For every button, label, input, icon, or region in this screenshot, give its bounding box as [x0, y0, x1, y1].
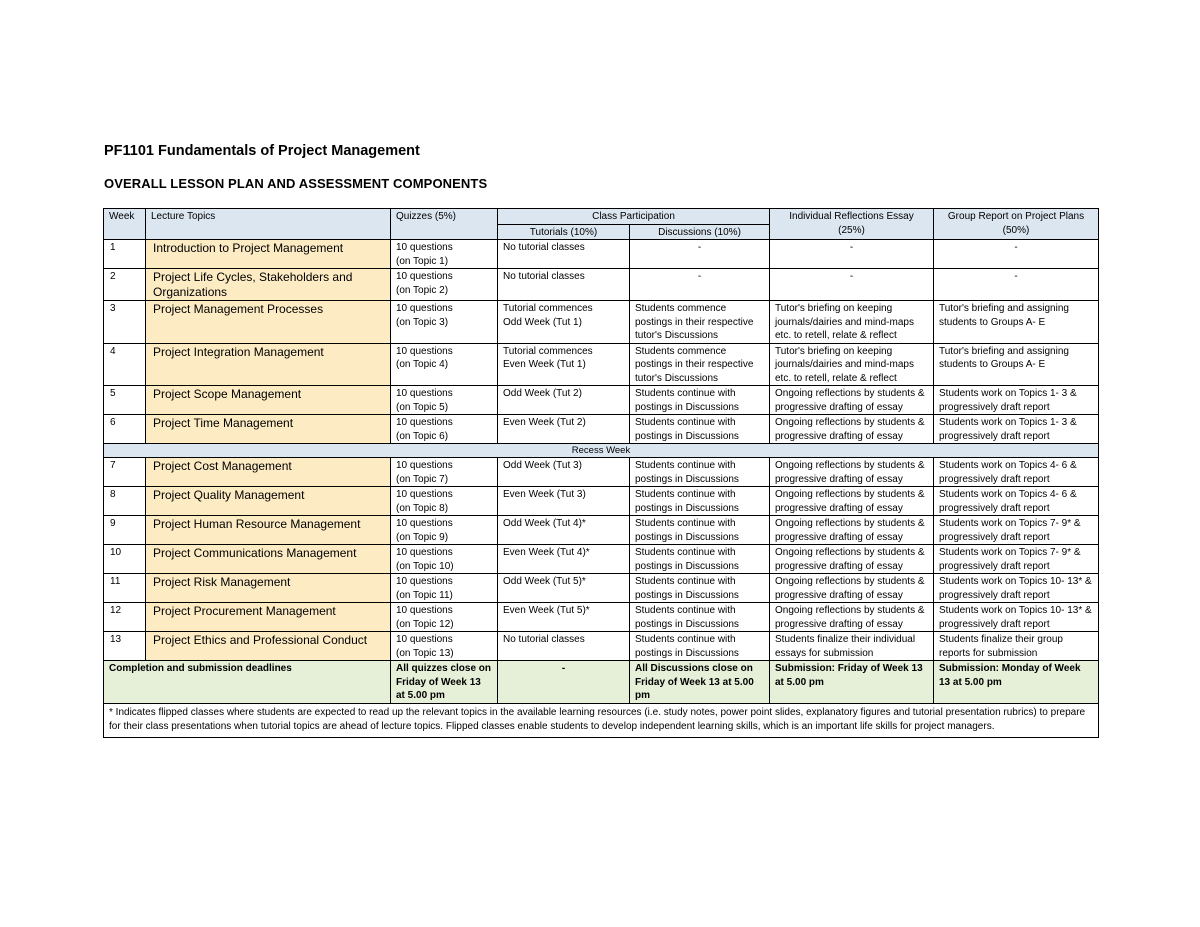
- table-row: [104, 545, 1099, 574]
- week-cell: 2: [104, 269, 146, 301]
- tutorial-cell: [498, 458, 630, 487]
- essay-cell: Tutor's briefing on keeping journals/dairies and mind-maps etc. to retell, relate & reflect: [770, 301, 934, 344]
- tutorial-cell: [498, 343, 630, 386]
- header-topics: Lecture Topics: [146, 209, 391, 240]
- essay-cell: Ongoing reflections by students & progressive drafting of essay: [770, 487, 934, 516]
- quiz-cell: [391, 545, 498, 574]
- cell-line: Odd Week (Tut 5)*: [503, 576, 586, 587]
- discussion-cell: Students continue with postings in Discussions: [630, 545, 770, 574]
- document-title: PF1101 Fundamentals of Project Management: [104, 143, 420, 159]
- essay-cell: Ongoing reflections by students & progressive drafting of essay: [770, 545, 934, 574]
- cell-line: (on Topic 10): [396, 560, 454, 572]
- completion-essay: Submission: Friday of Week 13 at 5.00 pm: [770, 661, 934, 704]
- report-cell: Students work on Topics 7- 9* & progressively draft report: [934, 545, 1099, 574]
- week-cell: 9: [104, 516, 146, 545]
- report-cell: Students work on Topics 10- 13* & progressively draft report: [934, 603, 1099, 632]
- cell-line: 10 questions: [396, 634, 453, 645]
- cell-line: Odd Week (Tut 1): [503, 316, 582, 328]
- report-cell: Students work on Topics 10- 13* & progressively draft report: [934, 574, 1099, 603]
- tutorial-cell: [498, 545, 630, 574]
- recess-label: Recess Week: [104, 444, 1099, 458]
- cell-line: 10 questions: [396, 518, 453, 529]
- week-cell: 12: [104, 603, 146, 632]
- cell-line: No tutorial classes: [503, 634, 585, 645]
- cell-line: Odd Week (Tut 3): [503, 460, 582, 471]
- quiz-cell: [391, 301, 498, 344]
- table-row: [104, 343, 1099, 386]
- discussion-cell: Students continue with postings in Discussions: [630, 516, 770, 545]
- quiz-cell: [391, 516, 498, 545]
- header-tutorials: Tutorials (10%): [498, 224, 630, 240]
- tutorial-cell: [498, 603, 630, 632]
- table-row: [104, 458, 1099, 487]
- cell-line: Odd Week (Tut 2): [503, 388, 582, 399]
- quiz-cell: [391, 458, 498, 487]
- table-row: [104, 415, 1099, 444]
- week-cell: 8: [104, 487, 146, 516]
- cell-line: (on Topic 1): [396, 255, 449, 267]
- cell-line: Even Week (Tut 3): [503, 489, 586, 500]
- report-cell: Students work on Topics 1- 3 & progressively draft report: [934, 415, 1099, 444]
- essay-cell: Ongoing reflections by students & progressive drafting of essay: [770, 574, 934, 603]
- topic-cell: Project Procurement Management: [146, 603, 391, 632]
- cell-line: (on Topic 12): [396, 618, 454, 630]
- cell-line: (on Topic 7): [396, 473, 449, 485]
- quiz-cell: [391, 240, 498, 269]
- quiz-cell: [391, 487, 498, 516]
- cell-line: (on Topic 4): [396, 359, 449, 370]
- table-row: [104, 603, 1099, 632]
- cell-line: (on Topic 13): [396, 647, 454, 659]
- cell-line: Even Week (Tut 5)*: [503, 605, 590, 616]
- topic-cell: Project Risk Management: [146, 574, 391, 603]
- topic-cell: Project Cost Management: [146, 458, 391, 487]
- topic-cell: Project Time Management: [146, 415, 391, 444]
- recess-row: [104, 444, 1099, 458]
- header-essay: Individual Reflections Essay (25%): [770, 209, 934, 240]
- topic-cell: Project Life Cycles, Stakeholders and Organizations: [146, 269, 391, 301]
- cell-line: 10 questions: [396, 271, 453, 282]
- table-row: [104, 516, 1099, 545]
- report-cell: Students finalize their group reports for submission: [934, 632, 1099, 661]
- tutorial-cell: [498, 301, 630, 344]
- cell-line: No tutorial classes: [503, 271, 585, 282]
- discussion-cell: Students continue with postings in Discussions: [630, 603, 770, 632]
- cell-line: 10 questions: [396, 417, 453, 428]
- table-row: [104, 632, 1099, 661]
- report-cell: -: [934, 269, 1099, 301]
- tutorial-cell: [498, 516, 630, 545]
- cell-line: Tutorial commences: [503, 345, 593, 357]
- header-quizzes: Quizzes (5%): [391, 209, 498, 240]
- essay-cell: -: [770, 269, 934, 301]
- topic-cell: Project Quality Management: [146, 487, 391, 516]
- discussion-cell: Students continue with postings in Discussions: [630, 386, 770, 415]
- week-cell: 6: [104, 415, 146, 444]
- cell-line: 10 questions: [396, 460, 453, 471]
- discussion-cell: Students continue with postings in Discussions: [630, 487, 770, 516]
- report-cell: Tutor's briefing and assigning students to Groups A- E: [934, 343, 1099, 386]
- cell-line: Even Week (Tut 1): [503, 359, 586, 370]
- discussion-cell: Students continue with postings in Discussions: [630, 574, 770, 603]
- report-cell: -: [934, 240, 1099, 269]
- report-cell: Students work on Topics 4- 6 & progressively draft report: [934, 458, 1099, 487]
- topic-cell: Project Communications Management: [146, 545, 391, 574]
- header-week: Week: [104, 209, 146, 240]
- topic-cell: Project Ethics and Professional Conduct: [146, 632, 391, 661]
- completion-report: Submission: Monday of Week 13 at 5.00 pm: [934, 661, 1099, 704]
- week-cell: 13: [104, 632, 146, 661]
- topic-cell: Project Management Processes: [146, 301, 391, 344]
- discussion-cell: Students commence postings in their respective tutor's Discussions: [630, 343, 770, 386]
- tutorial-cell: [498, 574, 630, 603]
- week-cell: 10: [104, 545, 146, 574]
- cell-line: (on Topic 3): [396, 316, 449, 328]
- discussion-cell: Students continue with postings in Discussions: [630, 632, 770, 661]
- quiz-cell: [391, 386, 498, 415]
- week-cell: 7: [104, 458, 146, 487]
- tutorial-cell: [498, 487, 630, 516]
- quiz-cell: [391, 343, 498, 386]
- discussion-cell: Students continue with postings in Discussions: [630, 415, 770, 444]
- cell-line: (on Topic 6): [396, 430, 449, 442]
- essay-cell: Students finalize their individual essays for submission: [770, 632, 934, 661]
- cell-line: 10 questions: [396, 605, 453, 616]
- completion-tutorial: -: [498, 661, 630, 704]
- cell-line: Odd Week (Tut 4)*: [503, 518, 586, 529]
- tutorial-cell: [498, 386, 630, 415]
- cell-line: (on Topic 11): [396, 589, 453, 601]
- cell-line: 10 questions: [396, 489, 453, 500]
- completion-discussion: All Discussions close on Friday of Week 13 at 5.00 pm: [630, 661, 770, 704]
- cell-line: 10 questions: [396, 345, 453, 357]
- header-participation: Class Participation: [498, 209, 770, 225]
- essay-cell: Ongoing reflections by students & progressive drafting of essay: [770, 386, 934, 415]
- essay-cell: Tutor's briefing on keeping journals/dairies and mind-maps etc. to retell, relate & reflect: [770, 343, 934, 386]
- cell-line: 10 questions: [396, 576, 453, 587]
- tutorial-cell: [498, 415, 630, 444]
- header-row: [104, 209, 1099, 225]
- completion-quiz: All quizzes close on Friday of Week 13 at 5.00 pm: [391, 661, 498, 704]
- table-row: [104, 301, 1099, 344]
- cell-line: No tutorial classes: [503, 242, 585, 253]
- essay-cell: Ongoing reflections by students & progressive drafting of essay: [770, 415, 934, 444]
- week-cell: 3: [104, 301, 146, 344]
- tutorial-cell: [498, 632, 630, 661]
- header-discussions: Discussions (10%): [630, 224, 770, 240]
- quiz-cell: [391, 574, 498, 603]
- table-row: [104, 386, 1099, 415]
- discussion-cell: Students commence postings in their respective tutor's Discussions: [630, 301, 770, 344]
- tutorial-cell: [498, 240, 630, 269]
- report-cell: Students work on Topics 4- 6 & progressively draft report: [934, 487, 1099, 516]
- week-cell: 1: [104, 240, 146, 269]
- report-cell: Tutor's briefing and assigning students to Groups A- E: [934, 301, 1099, 344]
- cell-line: Even Week (Tut 4)*: [503, 547, 590, 558]
- cell-line: 10 questions: [396, 388, 453, 399]
- table-row: [104, 240, 1099, 269]
- topic-cell: Project Integration Management: [146, 343, 391, 386]
- topic-cell: Project Scope Management: [146, 386, 391, 415]
- essay-cell: -: [770, 240, 934, 269]
- week-cell: 11: [104, 574, 146, 603]
- cell-line: (on Topic 9): [396, 531, 449, 543]
- cell-line: Even Week (Tut 2): [503, 417, 586, 428]
- quiz-cell: [391, 632, 498, 661]
- completion-label: Completion and submission deadlines: [104, 661, 391, 704]
- flipped-class-note: * Indicates flipped classes where students are expected to read up the relevant topics in the available learning resources (i.e. study notes, power point slides, explanatory figures and tutorial presentation rubrics) to prepare for their class presentations when tutorial topics are ahead of lecture topics. Flipped classes enable students to develop independent learning skills, which is an important life skills for project managers.: [104, 703, 1099, 737]
- week-cell: 4: [104, 343, 146, 386]
- table-row: [104, 574, 1099, 603]
- discussion-cell: Students continue with postings in Discussions: [630, 458, 770, 487]
- report-cell: Students work on Topics 7- 9* & progressively draft report: [934, 516, 1099, 545]
- discussion-cell: -: [630, 269, 770, 301]
- topic-cell: Introduction to Project Management: [146, 240, 391, 269]
- discussion-cell: -: [630, 240, 770, 269]
- cell-line: Tutorial commences: [503, 303, 593, 314]
- report-cell: Students work on Topics 1- 3 & progressively draft report: [934, 386, 1099, 415]
- quiz-cell: [391, 269, 498, 301]
- completion-row: [104, 661, 1099, 704]
- essay-cell: Ongoing reflections by students & progressive drafting of essay: [770, 458, 934, 487]
- header-report: Group Report on Project Plans (50%): [934, 209, 1099, 240]
- cell-line: (on Topic 8): [396, 502, 449, 514]
- cell-line: (on Topic 2): [396, 284, 449, 296]
- lesson-plan-table: [103, 208, 1099, 738]
- essay-cell: Ongoing reflections by students & progressive drafting of essay: [770, 516, 934, 545]
- quiz-cell: [391, 603, 498, 632]
- cell-line: 10 questions: [396, 547, 453, 558]
- cell-line: 10 questions: [396, 242, 453, 253]
- cell-line: (on Topic 5): [396, 401, 449, 413]
- document-subtitle: OVERALL LESSON PLAN AND ASSESSMENT COMPONENTS: [104, 176, 488, 191]
- quiz-cell: [391, 415, 498, 444]
- table-row: [104, 487, 1099, 516]
- note-row: [104, 703, 1099, 737]
- topic-cell: Project Human Resource Management: [146, 516, 391, 545]
- cell-line: 10 questions: [396, 303, 453, 314]
- table-row: [104, 269, 1099, 301]
- week-cell: 5: [104, 386, 146, 415]
- tutorial-cell: [498, 269, 630, 301]
- essay-cell: Ongoing reflections by students & progressive drafting of essay: [770, 603, 934, 632]
